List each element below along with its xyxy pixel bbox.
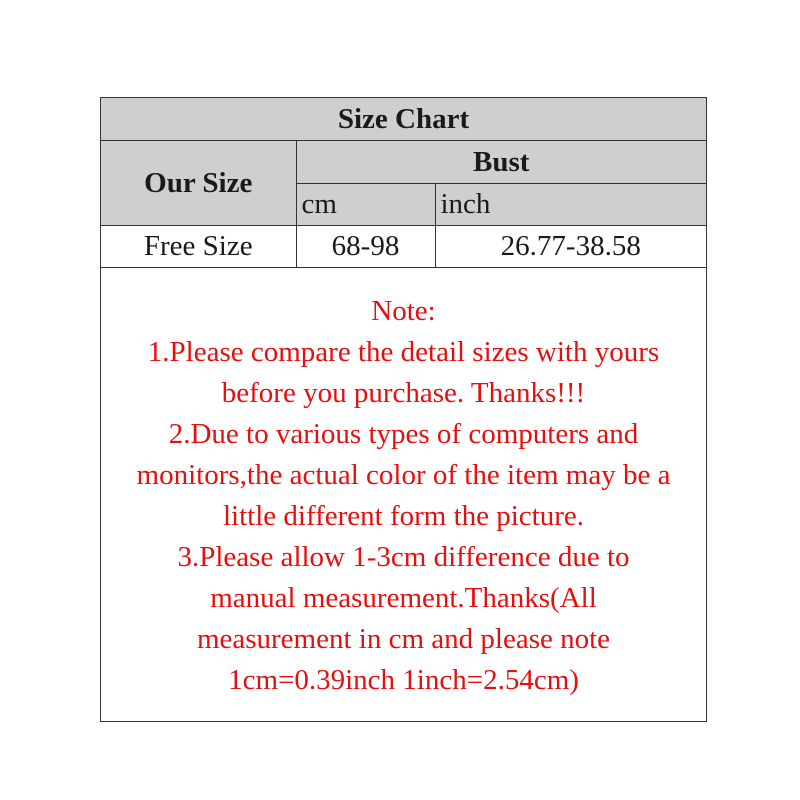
size-table — [101, 98, 706, 268]
note-line: 3.Please allow 1-3cm difference due to — [177, 541, 630, 573]
bust-cm-value: 68-98 — [296, 226, 435, 268]
note-line: manual measurement.Thanks(All — [210, 582, 597, 614]
our-size-header: Our Size — [101, 141, 296, 226]
bust-inch-value: 26.77-38.58 — [435, 226, 706, 268]
note-line: little different form the picture. — [222, 500, 585, 532]
unit-inch: inch — [435, 184, 706, 226]
note-line: 1.Please compare the detail sizes with yours — [147, 336, 660, 368]
note-heading: Note: — [371, 295, 436, 327]
note-line: monitors,the actual color of the item may be a — [136, 459, 671, 491]
note-line: 2.Due to various types of computers and — [168, 418, 639, 450]
note-line: before you purchase. Thanks!!! — [221, 377, 586, 409]
title-row — [101, 98, 706, 141]
notes-section — [101, 267, 706, 721]
header-row — [101, 141, 706, 184]
size-chart-title: Size Chart — [101, 98, 706, 141]
size-chart — [100, 97, 707, 722]
unit-cm: cm — [296, 184, 435, 226]
note-line: 1cm=0.39inch 1inch=2.54cm) — [228, 664, 579, 696]
size-value: Free Size — [101, 226, 296, 268]
bust-header: Bust — [296, 141, 706, 184]
note-line: measurement in cm and please note — [196, 623, 611, 655]
table-row — [101, 226, 706, 268]
